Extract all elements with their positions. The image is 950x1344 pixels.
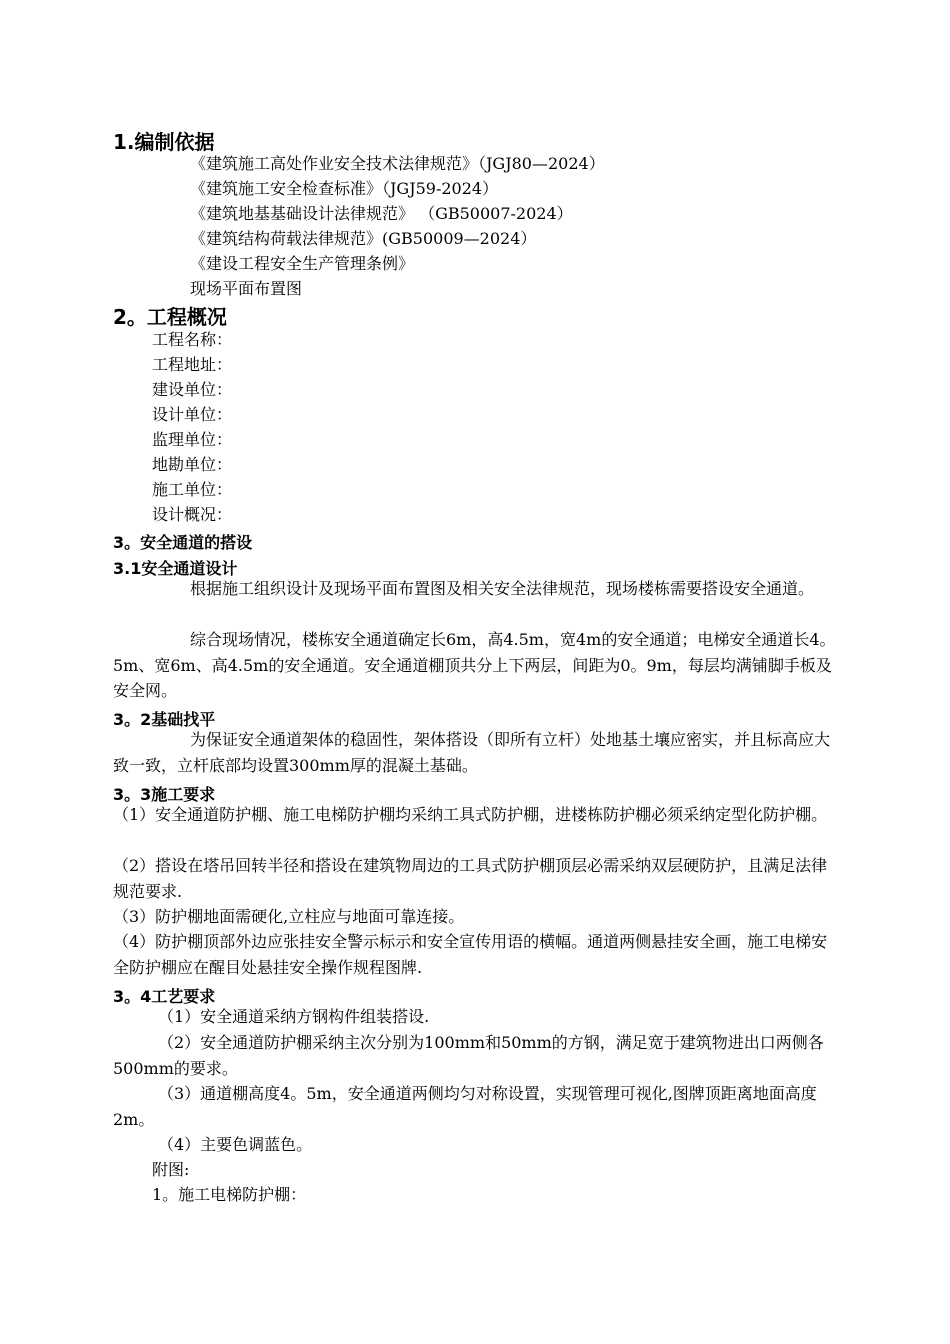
reference-item: 《建筑地基基础设计法律规范》 （GB50007-2024）	[190, 204, 573, 223]
project-field: 设计单位：	[152, 405, 233, 424]
reference-item: 《建筑施工安全检查标准》（JGJ59-2024）	[190, 179, 499, 198]
process-item: （3）通道棚高度4。5m，安全通道两侧均匀对称设置，实现管理可视化,图牌顶距离地面高度2m。	[113, 1084, 817, 1129]
section3-2-heading: 3。2基础找平	[113, 710, 216, 729]
appendix-item: 1。施工电梯防护棚：	[152, 1185, 307, 1204]
paragraph: 为保证安全通道架体的稳固性，架体搭设（即所有立杆）处地基土壤应密实，并且标高应大致一致，立杆底部均设置300mm厚的混凝土基础。	[113, 730, 831, 775]
reference-item: 《建筑结构荷载法律规范》(GB50009—2024）	[190, 229, 537, 248]
project-field: 监理单位：	[152, 430, 233, 449]
reference-item: 《建筑施工高处作业安全技术法律规范》（JGJ80—2024）	[190, 154, 605, 173]
process-item: （1）安全通道采纳方钢构件组装搭设.	[158, 1007, 430, 1026]
section1-heading: 1.编制依据	[113, 130, 215, 154]
process-item: （4）主要色调蓝色。	[158, 1135, 313, 1154]
process-item: （2）安全通道防护棚采纳主次分别为100mm和50mm的方钢，满足宽于建筑物进出口两侧各500mm的要求。	[113, 1033, 824, 1078]
project-field: 建设单位：	[152, 380, 233, 399]
project-field: 工程地址：	[152, 355, 233, 374]
project-field: 施工单位：	[152, 480, 233, 499]
paragraph: 综合现场情况，楼栋安全通道确定长6m，高4.5m，宽4m的安全通道；电梯安全通道长4。5m、宽6m、高4.5m的安全通道。安全通道棚顶共分上下两层，间距为0。9m，每层均满铺脚手板及安全网。	[113, 630, 836, 700]
project-field: 设计概况：	[152, 505, 233, 524]
section2-heading: 2。工程概况	[113, 305, 227, 329]
section3-4-heading: 3。4工艺要求	[113, 987, 216, 1006]
section3-heading: 3。安全通道的搭设	[113, 533, 253, 552]
paragraph: 根据施工组织设计及现场平面布置图及相关安全法律规范，现场楼栋需要搭设安全通道。	[190, 579, 815, 598]
section3-3-heading: 3。3施工要求	[113, 785, 216, 804]
project-field: 工程名称：	[152, 330, 233, 349]
appendix-label: 附图:	[152, 1160, 190, 1179]
section3-1-heading: 3.1安全通道设计	[113, 559, 238, 578]
requirement-item: （3）防护棚地面需硬化,立柱应与地面可靠连接。	[113, 907, 465, 926]
reference-item: 现场平面布置图	[190, 279, 303, 298]
requirement-item: （1）安全通道防护棚、施工电梯防护棚均采纳工具式防护棚，进楼栋防护棚必须采纳定型化防护棚。	[113, 805, 828, 824]
requirement-item: （2）搭设在塔吊回转半径和搭设在建筑物周边的工具式防护棚顶层必需采纳双层硬防护，且满足法律规范要求.	[113, 856, 828, 901]
project-field: 地勘单位：	[152, 455, 233, 474]
reference-item: 《建设工程安全生产管理条例》	[190, 254, 415, 273]
requirement-item: （4）防护棚顶部外边应张挂安全警示标示和安全宣传用语的横幅。通道两侧悬挂安全画，施工电梯安全防护棚应在醒目处悬挂安全操作规程图牌.	[113, 932, 828, 977]
